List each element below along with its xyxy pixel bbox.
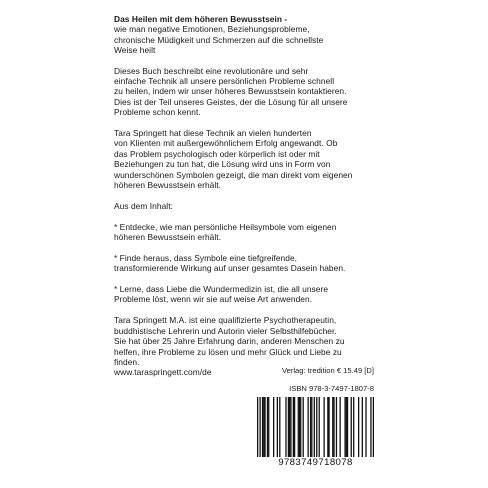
barcode-bar — [373, 397, 374, 457]
text-line: Sie hat über 25 Jahre Erfahrung darin, anderen Menschen zu — [114, 336, 345, 347]
barcode-bar — [347, 397, 348, 457]
barcode-bar — [328, 397, 329, 457]
text-line: wie man negative Emotionen, Beziehungsprobleme, — [114, 24, 310, 35]
barcode-bar — [316, 397, 317, 457]
contents-bullet-1 — [114, 222, 376, 243]
text-line: Probleme schon kennt. — [114, 107, 201, 118]
barcode-bar — [365, 397, 366, 457]
contents-bullet-3 — [114, 284, 376, 305]
isbn: ISBN 978-3-7497-1807-8 — [289, 384, 374, 393]
barcode-bar — [294, 397, 295, 457]
barcode-bar — [353, 397, 354, 457]
barcode — [257, 397, 374, 471]
barcode-bar — [319, 397, 320, 457]
text-line: Beziehungen zu tun hat, die Lösung wird uns in Form von — [114, 159, 331, 170]
text-line: * Entdecke, wie man persönliche Heilsymbole vom eigenen — [114, 221, 337, 232]
text-line: Tara Springett hat diese Technik an vielen hunderten — [114, 128, 312, 139]
barcode-bar — [257, 397, 258, 457]
text-line: einfache Technik all unsere persönlichen Probleme schnell — [114, 76, 335, 87]
text-line: zu heilen, indem wir unser höheres Bewusstsein kontaktieren. — [114, 86, 347, 97]
barcode-bar — [307, 397, 308, 457]
book-title: Das Heilen mit dem höheren Bewusstsein - — [114, 14, 288, 24]
text-line: buddhistische Lehrerin und Autorin vieler Selbsthilfebücher. — [114, 325, 337, 336]
blurb — [114, 14, 376, 378]
barcode-bar — [344, 397, 345, 457]
text-line: * Finde heraus, dass Symbole eine tiefgreifende, — [114, 252, 298, 263]
barcode-bar — [264, 397, 265, 457]
barcode-bar — [267, 397, 268, 457]
website-url: www.taraspringett.com/de — [114, 367, 212, 378]
barcode-bar — [311, 397, 312, 457]
barcode-bar — [289, 397, 290, 457]
barcode-bar — [285, 397, 286, 457]
barcode-bar — [324, 397, 325, 457]
text-line: finden. — [114, 356, 140, 367]
barcode-bar — [314, 397, 315, 457]
barcode-bar — [327, 397, 328, 457]
book-subtitle — [114, 24, 376, 55]
barcode-bar — [290, 397, 291, 457]
text-line: von Klienten mit außergewöhnlichem Erfolg angewandt. Ob — [114, 138, 338, 149]
text-line: höheren Bewusstsein erhält. — [114, 232, 222, 243]
text-line: Weise heilt — [114, 45, 156, 56]
text-line: * Lerne, dass Liebe die Wundermedizin ist, die all unsere — [114, 284, 329, 295]
barcode-bar — [263, 397, 264, 457]
barcode-bar — [336, 397, 337, 457]
barcode-bar — [333, 397, 334, 457]
contents-heading: Aus dem Inhalt: — [114, 200, 173, 211]
text-line: höheren Bewusstsein erhält. — [114, 180, 222, 191]
description-paragraph-1 — [114, 66, 376, 118]
barcode-bar — [346, 397, 347, 457]
text-line: chronische Müdigkeit und Schmerzen auf die schnellste — [114, 34, 324, 45]
barcode-bar — [332, 397, 333, 457]
barcode-bars — [257, 397, 374, 457]
barcode-bar — [310, 397, 311, 457]
barcode-bar — [262, 397, 263, 457]
text-line: Probleme löst, wenn wir sie auf weise Art anwenden. — [114, 294, 313, 305]
barcode-bar — [273, 397, 274, 457]
author-bio — [114, 315, 376, 367]
text-line: Dieses Buch beschreibt eine revolutionäre und sehr — [114, 65, 309, 76]
text-line: wunderschönen Symbolen gezeigt, die man direkt vom eigenen — [114, 169, 353, 180]
barcode-bar — [358, 397, 359, 457]
barcode-bar — [259, 397, 260, 457]
barcode-bar — [362, 397, 363, 457]
barcode-bar — [300, 397, 301, 457]
barcode-bar — [277, 397, 278, 457]
barcode-bar — [268, 397, 269, 457]
text-line: Dies ist der Teil unseres Geistes, der die Lösung für all unsere — [114, 96, 348, 107]
barcode-bar — [288, 397, 289, 457]
description-paragraph-2 — [114, 128, 376, 190]
barcode-bar — [340, 397, 341, 457]
barcode-bar — [351, 397, 352, 457]
text-line: helfen, ihre Probleme zu lösen und mehr Glück und Liebe zu — [114, 346, 342, 357]
barcode-bar — [279, 397, 280, 457]
publisher-price: Verlag: tredition € 15.49 [D] — [281, 366, 374, 375]
barcode-bar — [298, 397, 299, 457]
barcode-bar — [370, 397, 371, 457]
barcode-bar — [293, 397, 294, 457]
text-line: Tara Springett M.A. ist eine qualifizierte Psychotherapeutin, — [114, 315, 337, 326]
barcode-bar — [299, 397, 300, 457]
text-line: transformierende Wirkung auf unser gesamtes Dasein haben. — [114, 263, 346, 274]
barcode-bar — [303, 397, 304, 457]
text-line: das Problem psychologisch oder körperlich ist oder mit — [114, 148, 320, 159]
barcode-number: 9783749718078 — [278, 457, 353, 468]
contents-bullet-2 — [114, 253, 376, 274]
